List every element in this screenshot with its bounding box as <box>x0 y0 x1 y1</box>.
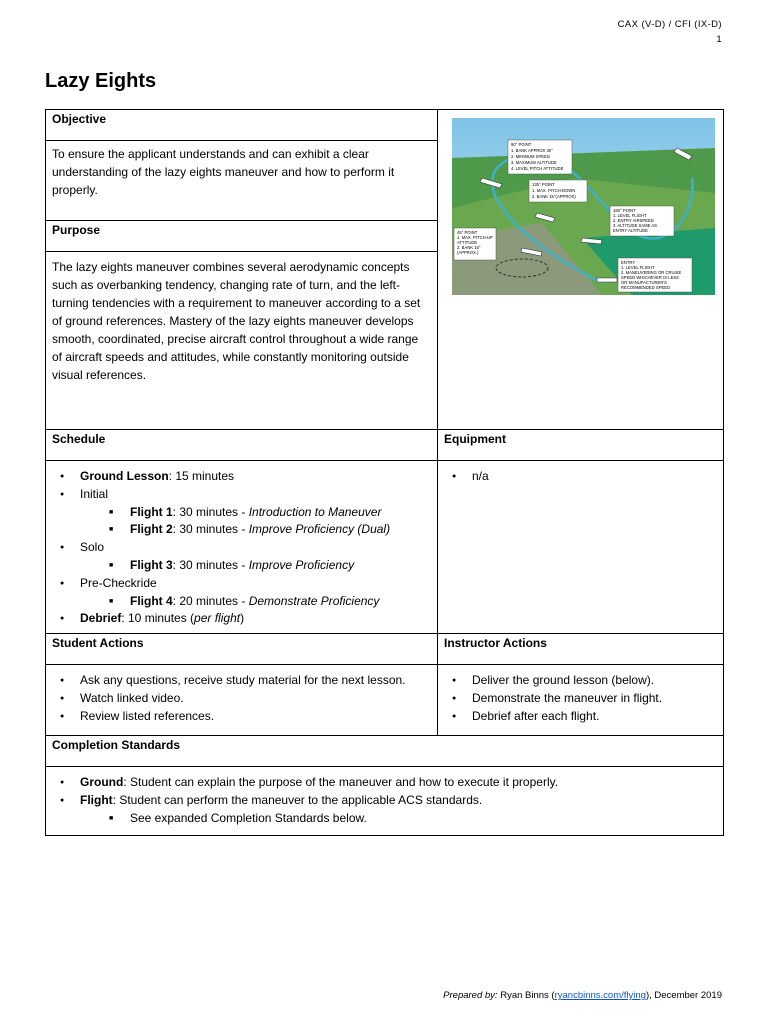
flight2-label: Flight 2 <box>130 522 173 537</box>
lazy-eights-diagram <box>452 118 715 295</box>
list-item <box>80 593 431 611</box>
label-90-line1: 90° POINT <box>511 142 532 147</box>
flight3-label: Flight 3 <box>130 557 173 572</box>
ground-lesson-label: Ground Lesson <box>80 469 169 483</box>
list-item <box>80 557 431 575</box>
label-45-line4: 2. BANK 15° <box>457 245 481 250</box>
label-180-line2: 1. LEVEL FLIGHT <box>613 213 647 218</box>
instructor-actions-list <box>444 672 717 725</box>
initial-sublist <box>80 504 431 540</box>
objective-heading: Objective <box>46 110 438 141</box>
label-180-line4: 3. ALTITUDE SAME AS <box>613 223 657 228</box>
completion-list <box>52 774 717 827</box>
header-course-code: CAX (V-D) / CFI (IX-D) <box>617 19 722 30</box>
list-item <box>52 792 717 828</box>
completion-heading: Completion Standards <box>46 736 724 767</box>
purpose-heading: Purpose <box>46 221 438 252</box>
list-item <box>52 575 431 611</box>
list-item: ● Ask any questions, receive study material for the next lesson. <box>52 672 431 690</box>
completion-sublist <box>80 810 717 828</box>
label-45-line2: 1. MAX. PITCH-UP <box>457 235 493 240</box>
list-item <box>52 468 431 486</box>
flight3-desc: Improve Proficiency <box>248 557 355 572</box>
label-135-line3: 2. BANK 15°(APPROX) <box>532 194 576 199</box>
page-number: 1 <box>716 34 722 45</box>
label-45-line5: (APPROX.) <box>457 250 479 255</box>
flight-standard-label: Flight <box>80 792 113 807</box>
airplane-icon <box>597 278 617 282</box>
author-website-link[interactable]: ryancbinns.com/flying <box>554 990 646 1001</box>
lesson-table <box>45 109 724 836</box>
label-180-line3: 2. ENTRY AIRSPEED <box>613 218 654 223</box>
page-title: Lazy Eights <box>45 70 157 92</box>
author-name: Ryan Binns ( <box>497 990 555 1001</box>
list-item: ● Watch linked video. <box>52 690 431 708</box>
list-item: ● n/a <box>444 468 717 486</box>
diagram-cell <box>438 110 724 430</box>
ground-standard-label: Ground <box>80 775 124 790</box>
list-item <box>52 539 431 575</box>
student-actions-list <box>52 672 431 725</box>
flight1-desc: Introduction to Maneuver <box>248 504 382 519</box>
initial-label: Initial <box>80 486 109 501</box>
document-header <box>618 17 722 47</box>
solo-label: Solo <box>80 540 105 555</box>
prepared-by-label: Prepared by: <box>443 990 498 1001</box>
flight4-label: Flight 4 <box>130 593 173 608</box>
schedule-heading: Schedule <box>46 430 438 461</box>
label-180-line1: 180° POINT <box>613 208 636 213</box>
schedule-list <box>52 468 431 628</box>
list-item <box>80 504 431 522</box>
footer-date: ), December 2019 <box>645 990 722 1001</box>
flight4-desc: Demonstrate Proficiency <box>248 593 380 608</box>
debrief-label: Debrief <box>80 611 122 626</box>
purpose-text: The lazy eights maneuver combines several aerodynamic concepts such as overbanking tendency, changing rate of turn, and the left-turning tendencies with a requirement to maneuver according to a set of ground references. Mastery of the lazy eights maneuver develops smooth, coordinated, precise aircraft control throughout a wide range of aircraft speeds and attitudes, while constantly monitoring outside visual references. <box>46 252 438 430</box>
instructor-actions-heading: Instructor Actions <box>438 634 724 665</box>
instructor-actions-cell <box>438 665 724 736</box>
debrief-close: ) <box>240 611 245 626</box>
label-45-line3: ATTITUDE <box>457 240 478 245</box>
flight3-value: : 30 minutes - <box>172 557 249 572</box>
debrief-desc: per flight <box>194 611 241 626</box>
label-entry-line6: RECOMMENDED SPEED <box>621 285 671 290</box>
list-item: ● Debrief after each flight. <box>444 708 717 726</box>
list-item: ● Review listed references. <box>52 708 431 726</box>
equipment-list <box>444 468 717 486</box>
label-entry-line2: 1. LEVEL FLIGHT <box>621 265 655 270</box>
label-90-line3: 2. MINIMUM SPEED <box>511 154 550 159</box>
student-actions-cell <box>46 665 438 736</box>
label-45-line1: 45° POINT <box>457 230 478 235</box>
list-item <box>52 610 431 628</box>
list-item: ● Deliver the ground lesson (below). <box>444 672 717 690</box>
label-135-line1: 135° POINT <box>532 182 555 187</box>
label-135-line2: 1. MAX. PITCH-DOWN <box>532 188 576 193</box>
flight2-desc: Improve Proficiency (Dual) <box>248 522 391 537</box>
student-actions-heading: Student Actions <box>46 634 438 665</box>
label-entry-line1: ENTRY <box>621 260 636 265</box>
list-item <box>52 774 717 792</box>
list-item <box>52 486 431 539</box>
schedule-cell <box>46 461 438 634</box>
list-item: ■ See expanded Completion Standards below. <box>80 810 717 828</box>
flight1-label: Flight 1 <box>130 504 173 519</box>
label-entry-line5: OR MANUFACTURER'S <box>621 280 667 285</box>
pre-checkride-label: Pre-Checkride <box>80 575 157 590</box>
label-90-line5: 4. LEVEL PITCH ATTITUDE <box>511 166 564 171</box>
flight-standard-text: : Student can perform the maneuver to the applicable ACS standards. <box>112 792 483 807</box>
list-item <box>80 521 431 539</box>
equipment-heading: Equipment <box>438 430 724 461</box>
ground-standard-text: : Student can explain the purpose of the maneuver and how to execute it properly. <box>123 775 559 790</box>
label-entry-line3: 2. MANEUVERING OR CRUISE <box>621 270 682 275</box>
label-entry-line4: SPEED WHICHEVER IS LESS <box>621 275 679 280</box>
ground-lesson-value: : 15 minutes <box>168 469 235 483</box>
equipment-cell <box>438 461 724 634</box>
footer <box>443 990 722 1001</box>
flight4-value: : 20 minutes - <box>172 593 249 608</box>
completion-cell <box>46 767 724 836</box>
label-90-line2: 1. BANK APPROX 30° <box>511 148 553 153</box>
pre-checkride-sublist <box>80 593 431 611</box>
flight2-value: : 30 minutes - <box>172 522 249 537</box>
list-item: ● Demonstrate the maneuver in flight. <box>444 690 717 708</box>
flight1-value: : 30 minutes - <box>172 504 249 519</box>
solo-sublist <box>80 557 431 575</box>
label-180-line5: ENTRY ALTITUDE <box>613 228 648 233</box>
label-90-line4: 3. MAXIMUM ALTITUDE <box>511 160 557 165</box>
objective-text: To ensure the applicant understands and can exhibit a clear understanding of the lazy eights maneuver and how to perform it properly. <box>46 141 438 221</box>
debrief-value: : 10 minutes ( <box>121 611 195 626</box>
